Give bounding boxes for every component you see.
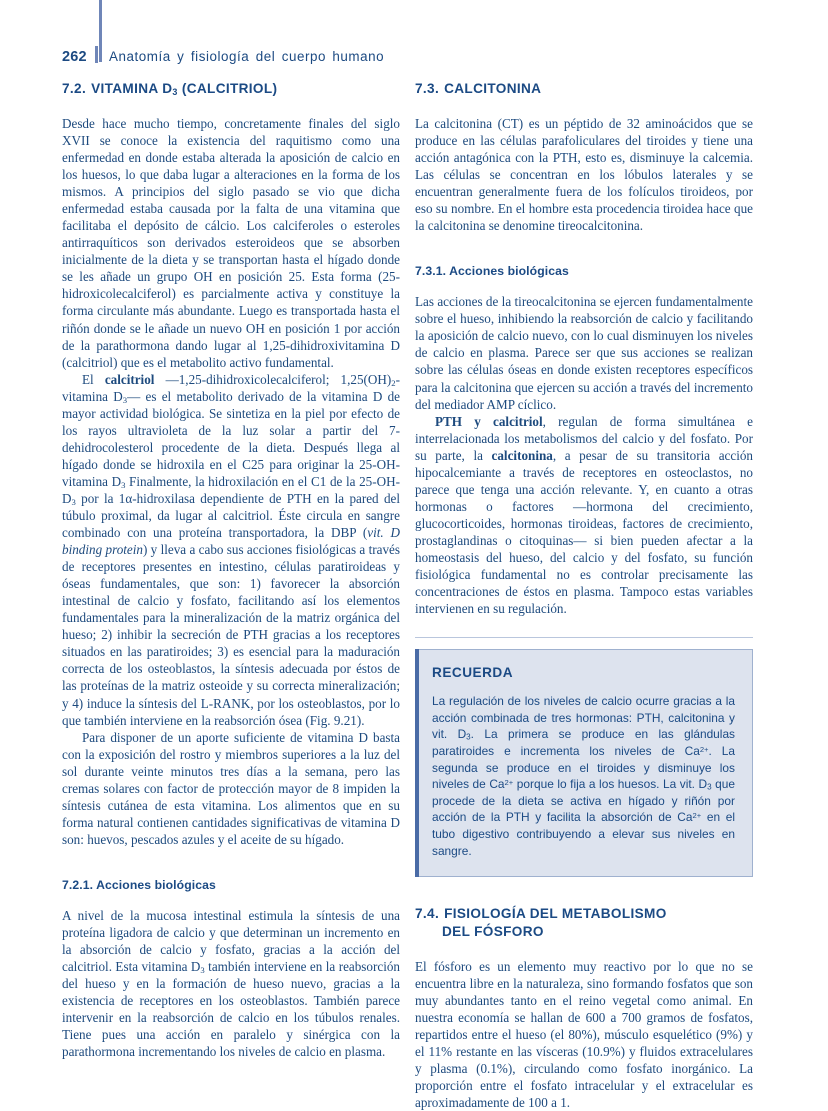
superscript: 2+ — [504, 778, 514, 788]
section-heading-7-3 — [415, 80, 753, 98]
recuerda-callout-box — [415, 649, 753, 877]
paragraph-acciones-biologicas — [62, 907, 400, 1060]
text-run: Finalmente, la hidroxilación en el C1 de la 25-OH-D — [62, 473, 400, 506]
text-run: . La segunda se produce en el tiroides y disminuye los niveles de Ca — [432, 743, 735, 792]
superscript: 2+ — [699, 744, 709, 754]
bold-term: calcitriol — [104, 371, 155, 387]
text-run: La regulación de los niveles de calcio ocurre gracias a la acción combinada de tres hormonas: PTH, calcitonina y vit. D — [432, 694, 735, 742]
text-run: El — [82, 371, 105, 387]
subsection-heading-7-2-1: 7.2.1. Acciones biológicas — [62, 877, 216, 892]
paragraph: Para disponer de un aporte suficiente de vitamina D basta con la exposición del rostro y miembros superiores a la luz del sol durante veinte minutos tres días a la semana, pero las cremas solares con factor de protección mayor de 8 impiden la síntesis cutánea de esta vitamina. Los alimentos que en su forma natural contienen cantidades significativas de vitamina D son: huevos, pescados azules y el aceite de su hígado. — [62, 729, 400, 847]
text-run: porque lo fija a los huesos. La vit. D — [513, 777, 708, 792]
horizontal-rule — [415, 637, 753, 638]
subsection-heading-7-3-1: 7.3.1. Acciones biológicas — [415, 264, 569, 279]
text-run: también interviene en la reabsorción del hueso y en la formación de hueso nuevo, gracias a la existencia de receptores en los osteoblastos. También parece intervenir en la reabsorción de calcio en los túbulos renales. Tiene pues una acción en paralelo y sinérgica con la parathormona incrementando los niveles de calcio en plasma. — [62, 959, 400, 1060]
section-title-line1: FISIOLOGÍA DEL METABOLISMO — [444, 906, 667, 922]
subscript: 3 — [71, 496, 76, 507]
text-run: en el tubo digestivo contribuyendo a elevar sus niveles en sangre. — [432, 810, 735, 858]
running-head-divider — [95, 46, 98, 63]
paragraph: El fósforo es un elemento muy reactivo por lo que no se encuentra libre en la naturaleza, sino formando fosfatos que son muy abundantes tanto en el reino vegetal como animal. En nuestra economía se hallan de 600 a 700 gramos de fosfatos, repartidos entre el hueso (el 80%), músculo esquelético (9%) y el 11% restante en las vísceras (10.9%) y fluidos extracelulares y plasma (0.1%), circulando como fosfato inorgánico. La proporción entre el fosfato intracelular y el extracelular es aproximadamente de 100 a 1. — [415, 958, 753, 1111]
subscript: 3 — [707, 782, 712, 792]
right-column — [415, 80, 753, 1111]
spacer — [62, 848, 400, 878]
section-number: 7.4. — [415, 906, 440, 922]
section-heading-7-4 — [415, 905, 753, 941]
section-heading-7-2 — [62, 80, 400, 98]
subscript: 3 — [200, 965, 205, 975]
section-title: CALCITONINA — [444, 81, 542, 96]
text-run: -vitamina D — [62, 371, 400, 404]
subscript: 3 — [122, 394, 128, 405]
text-run: que procede de la dieta se activa en hígado y riñón por acción de la PTH y facilita la absorción de Ca — [432, 777, 735, 825]
page-number: 262 — [62, 49, 87, 65]
section-number: 7.3. — [415, 81, 440, 96]
paragraph-pth-calcitriol — [415, 413, 753, 618]
spacer — [415, 234, 753, 264]
running-head — [62, 44, 762, 66]
subscript: 3 — [466, 732, 471, 742]
section-title-subscript: 3 — [172, 86, 178, 97]
paragraph-calcitriol — [62, 371, 400, 729]
subscript: 3 — [121, 479, 126, 490]
subscript: 2 — [391, 377, 396, 388]
bold-term: calcitonina — [491, 447, 553, 463]
text-run: . La primera se produce en las glándulas paratiroides e incrementa los niveles de Ca — [432, 727, 735, 758]
section-title-line2: DEL FÓSFORO — [442, 924, 544, 940]
section-title-part2: (CALCITRIOL) — [177, 81, 278, 96]
superscript: 2+ — [692, 811, 702, 821]
paragraph: Desde hace mucho tiempo, concretamente finales del siglo XVII se conoce la existencia del raquitismo como una enfermedad en donde estaba alterada la aposición de calcio en los huesos, lo que daba lugar a alteraciones en la forma de los mismos. A principios del siglo pasado se vio que dicha enfermedad estaba causada por la falta de una vitamina que facilitaba el depósito de cálcio. Los calciferoles o esteroles antirraquíticos son derivados esteroideos que se absorben inicialmente de la dieta y se transportan hasta el hígado donde se les añade un grupo OH en posición 25. Esta forma (25-hidroxicolecalciferol) es parcialmente activa y constituye la forma circulante más abundante. Luego es transportada hasta el riñón donde se le añade un nuevo OH en posición 1 por acción de la parathormona dando lugar al 1,25-dihidroxivitamina D (calcitriol) que es el metabolito activo fundamental. — [62, 115, 400, 370]
bold-term: PTH y calcitriol — [435, 413, 543, 429]
text-run: — es el metabolito derivado de la vitamina D de mayor actividad biológica. Se sintetiza en la piel por efecto de los rayos ultravioleta de la luz solar a partir del 7-dehidrocolesterol procedente de la dieta. Después llega al hígado donde se hidroxila en el C25 para originar la 25-OH-vitamina D — [62, 388, 400, 489]
text-run: ) y lleva a cabo sus acciones fisiológicas a través de receptores presentes en intestino, células paratiroideas y óseas fundamentales, que son: 1) favorecer la absorción intestinal de calcio y fosfato, facilitando así los elementos fundamentales para la mineralización de la matriz orgánica del hueso; 2) inhibir la secreción de PTH gracias a los receptores situados en las paratiroides; 3) es esencial para la maduración correcta de los osteoblastos, la síntesis adecuada por éstos de las proteínas de la matriz osteoide y su correcta mineralización; y 4) induce la síntesis del L-RANK, por los osteoblastos, por lo que también interviene en la reabsorción ósea (Fig. 9.21). — [62, 542, 400, 728]
paragraph: Las acciones de la tireocalcitonina se ejercen fundamentalmente sobre el hueso, inhibiendo la reabsorción de calcio y facilitando la aposición de calcio nuevo, con lo cual disminuyen los niveles de calcio en plasma. Parece ser que sus acciones se realizan sobre las células óseas en donde existen receptores específicos para la calcitonina que ejercen su acción a través del incremento del mediador AMP cíclico. — [415, 294, 753, 412]
recuerda-text — [432, 693, 735, 859]
paragraph: La calcitonina (CT) es un péptido de 32 aminoácidos que se produce en las células parafoliculares del tiroides y tiene una acción antagónica con la PTH, esto es, disminuye la calcemia. Las células se concentran en los lóbulos laterales y se encuentran generalmente fuera de los folículos tiroideos, por eso su nombre. En el hombre esta procedencia tiroidea hace que la calcitonina se denomine tireocalcitonina. — [415, 115, 753, 234]
book-title: Anatomía y fisiología del cuerpo humano — [109, 49, 385, 64]
recuerda-title: RECUERDA — [432, 665, 514, 681]
text-run: —1,25-dihidroxicolecalciferol; 1,25(OH) — [154, 371, 392, 387]
text-run: por la 1α-hidroxilasa dependiente de PTH en la pared del túbulo proximal, da lugar al calcitriol. Éste circula en sangre combinado con una proteína transportadora, la DBP ( — [62, 490, 400, 541]
text-run: A nivel de la mucosa intestinal estimula la síntesis de una proteína ligadora de calcio y que determinan un incremento en la absorción de calcio y fosfato, gracias a la acción del calcitriol. Esta vitamina D — [62, 907, 400, 975]
left-column — [62, 80, 400, 1060]
spacer — [415, 877, 753, 905]
italic-term: vit. D binding protein — [62, 525, 400, 558]
section-title-part1: VITAMINA D — [91, 81, 173, 96]
text-run: , a pesar de su transitoria acción hipocalcemiante a través de receptores en osteoclastos, no parece que tenga una acción relevante. Y, en cuanto a otras hormonas o factores —hormona del crecimiento, glucocorticoides, hormonas tiroideas, factores de crecimiento, prostaglandinas o citoquinas— si bien pueden afectar a la homeostasis del hueso, del calcio y del fosfato, su función fisiológica fundamental no es controlar precisamente las concentraciones de éstos en plasma. Tampoco estas variables intervienen en su regulación. — [415, 447, 753, 617]
section-number: 7.2. — [62, 81, 87, 96]
text-run: , regulan de forma simultánea e interrelacionada los metabolismos del calcio y del fosfato. Por su parte, la — [415, 413, 753, 463]
